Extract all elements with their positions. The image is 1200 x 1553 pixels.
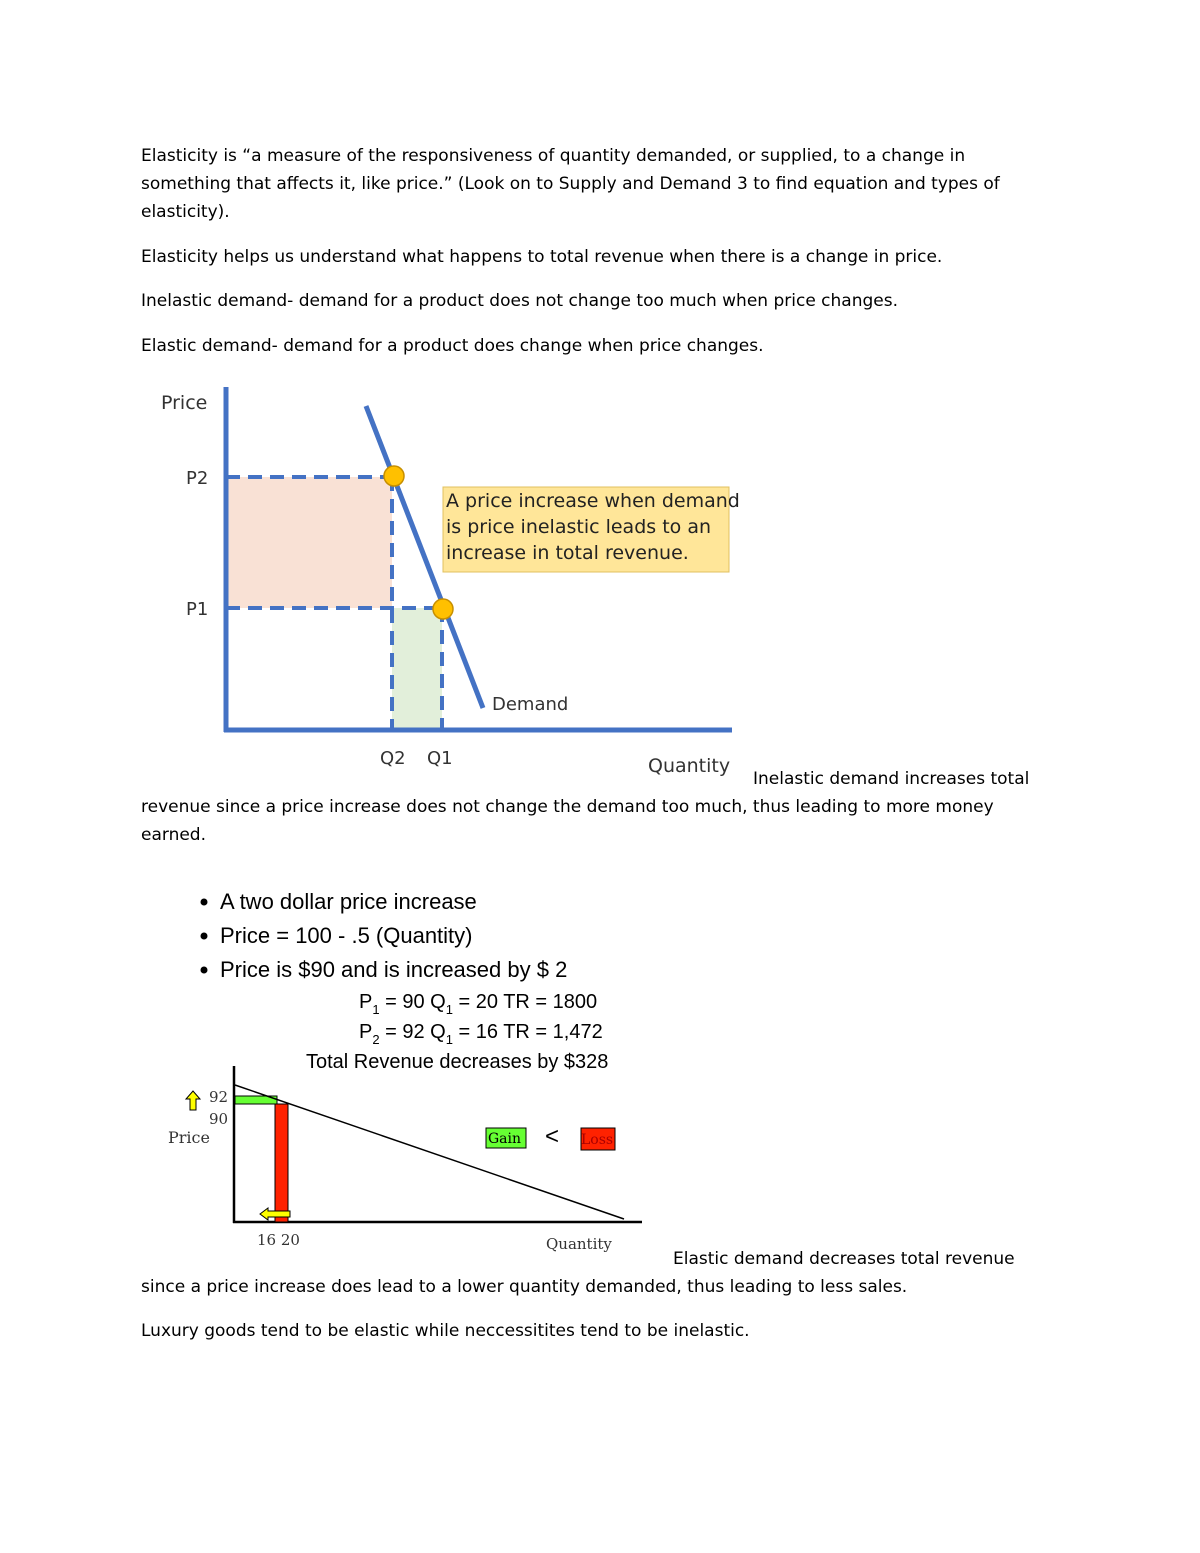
- y-axis-label: Price: [168, 1128, 210, 1147]
- paragraph-inelastic-result-start: Inelastic demand increases total: [753, 769, 1030, 789]
- loss-label: Loss: [581, 1132, 614, 1148]
- bullet-dot-1: [201, 899, 208, 906]
- inelastic-demand-chart: [150, 378, 750, 786]
- bullet-dot-3: [201, 967, 208, 974]
- tick-label-q1: Q1: [427, 748, 453, 769]
- paragraph-elastic-demand: Elastic demand- demand for a product does change when price changes.: [141, 336, 764, 356]
- annotation-line-2: is price inelastic leads to an: [446, 516, 711, 538]
- equation-1: $P_1 = 90$ $Q_1 = 20$ TR = 1800: [359, 991, 598, 1017]
- gain-label: Gain: [488, 1131, 522, 1147]
- y-axis-label: Price: [161, 392, 208, 414]
- paragraph-inelastic-demand: Inelastic demand- demand for a product does not change too much when price changes.: [141, 291, 899, 311]
- bullet-3: Price is $90 and is increased by $ 2: [220, 957, 568, 982]
- paragraph-luxury-goods: Luxury goods tend to be elastic while neccessitites tend to be inelastic.: [141, 1321, 750, 1341]
- paragraph-elastic-result-start: Elastic demand decreases total revenue: [673, 1249, 1015, 1269]
- loss-strip: [275, 1104, 288, 1222]
- point-p2-q2: [384, 466, 404, 486]
- total-revenue-summary: Total Revenue decreases by $328: [306, 1051, 609, 1073]
- demand-curve-label: Demand: [492, 694, 569, 715]
- demand-line: [235, 1085, 624, 1219]
- tick-label-p1: P1: [186, 599, 209, 620]
- paragraph-elasticity-definition: Elasticity is “a measure of the responsiveness of quantity demanded, or supplied, to a change in something that affects it, like price.” (Look on to Supply and Demand 3 to find equation and types of elasticity).: [141, 146, 1000, 222]
- x-ticks: 16 20: [257, 1231, 300, 1249]
- tick-label-p2: P2: [186, 468, 209, 489]
- less-than-symbol: <: [545, 1123, 560, 1150]
- elastic-demand-example: [160, 880, 650, 1260]
- x-axis-label: Quantity: [546, 1235, 612, 1253]
- bullet-1: A two dollar price increase: [220, 889, 477, 914]
- tick-92: 92: [209, 1088, 229, 1106]
- x-axis-label: Quantity: [648, 755, 731, 777]
- quantity-loss-area: [392, 608, 442, 730]
- bullet-2: Price = 100 - .5 (Quantity): [220, 923, 473, 948]
- paragraph-elastic-result-rest: since a price increase does lead to a lower quantity demanded, thus leading to less sales.: [141, 1277, 908, 1297]
- price-increase-arrow: [186, 1091, 200, 1110]
- point-p1-q1: [433, 599, 453, 619]
- tick-90: 90: [209, 1110, 229, 1128]
- paragraph-inelastic-result-rest: revenue since a price increase does not change the demand too much, thus leading to more money earned.: [141, 797, 994, 845]
- price-gain-area: [226, 477, 392, 608]
- annotation-line-3: increase in total revenue.: [446, 542, 689, 564]
- equation-2: $P_2 = 92$ $Q_1 = 16$ TR = 1,472: [359, 1021, 603, 1047]
- paragraph-total-revenue: Elasticity helps us understand what happens to total revenue when there is a change in price.: [141, 247, 943, 267]
- annotation-line-1: A price increase when demand: [446, 490, 740, 512]
- tick-label-q2: Q2: [380, 748, 406, 769]
- bullet-dot-2: [201, 933, 208, 940]
